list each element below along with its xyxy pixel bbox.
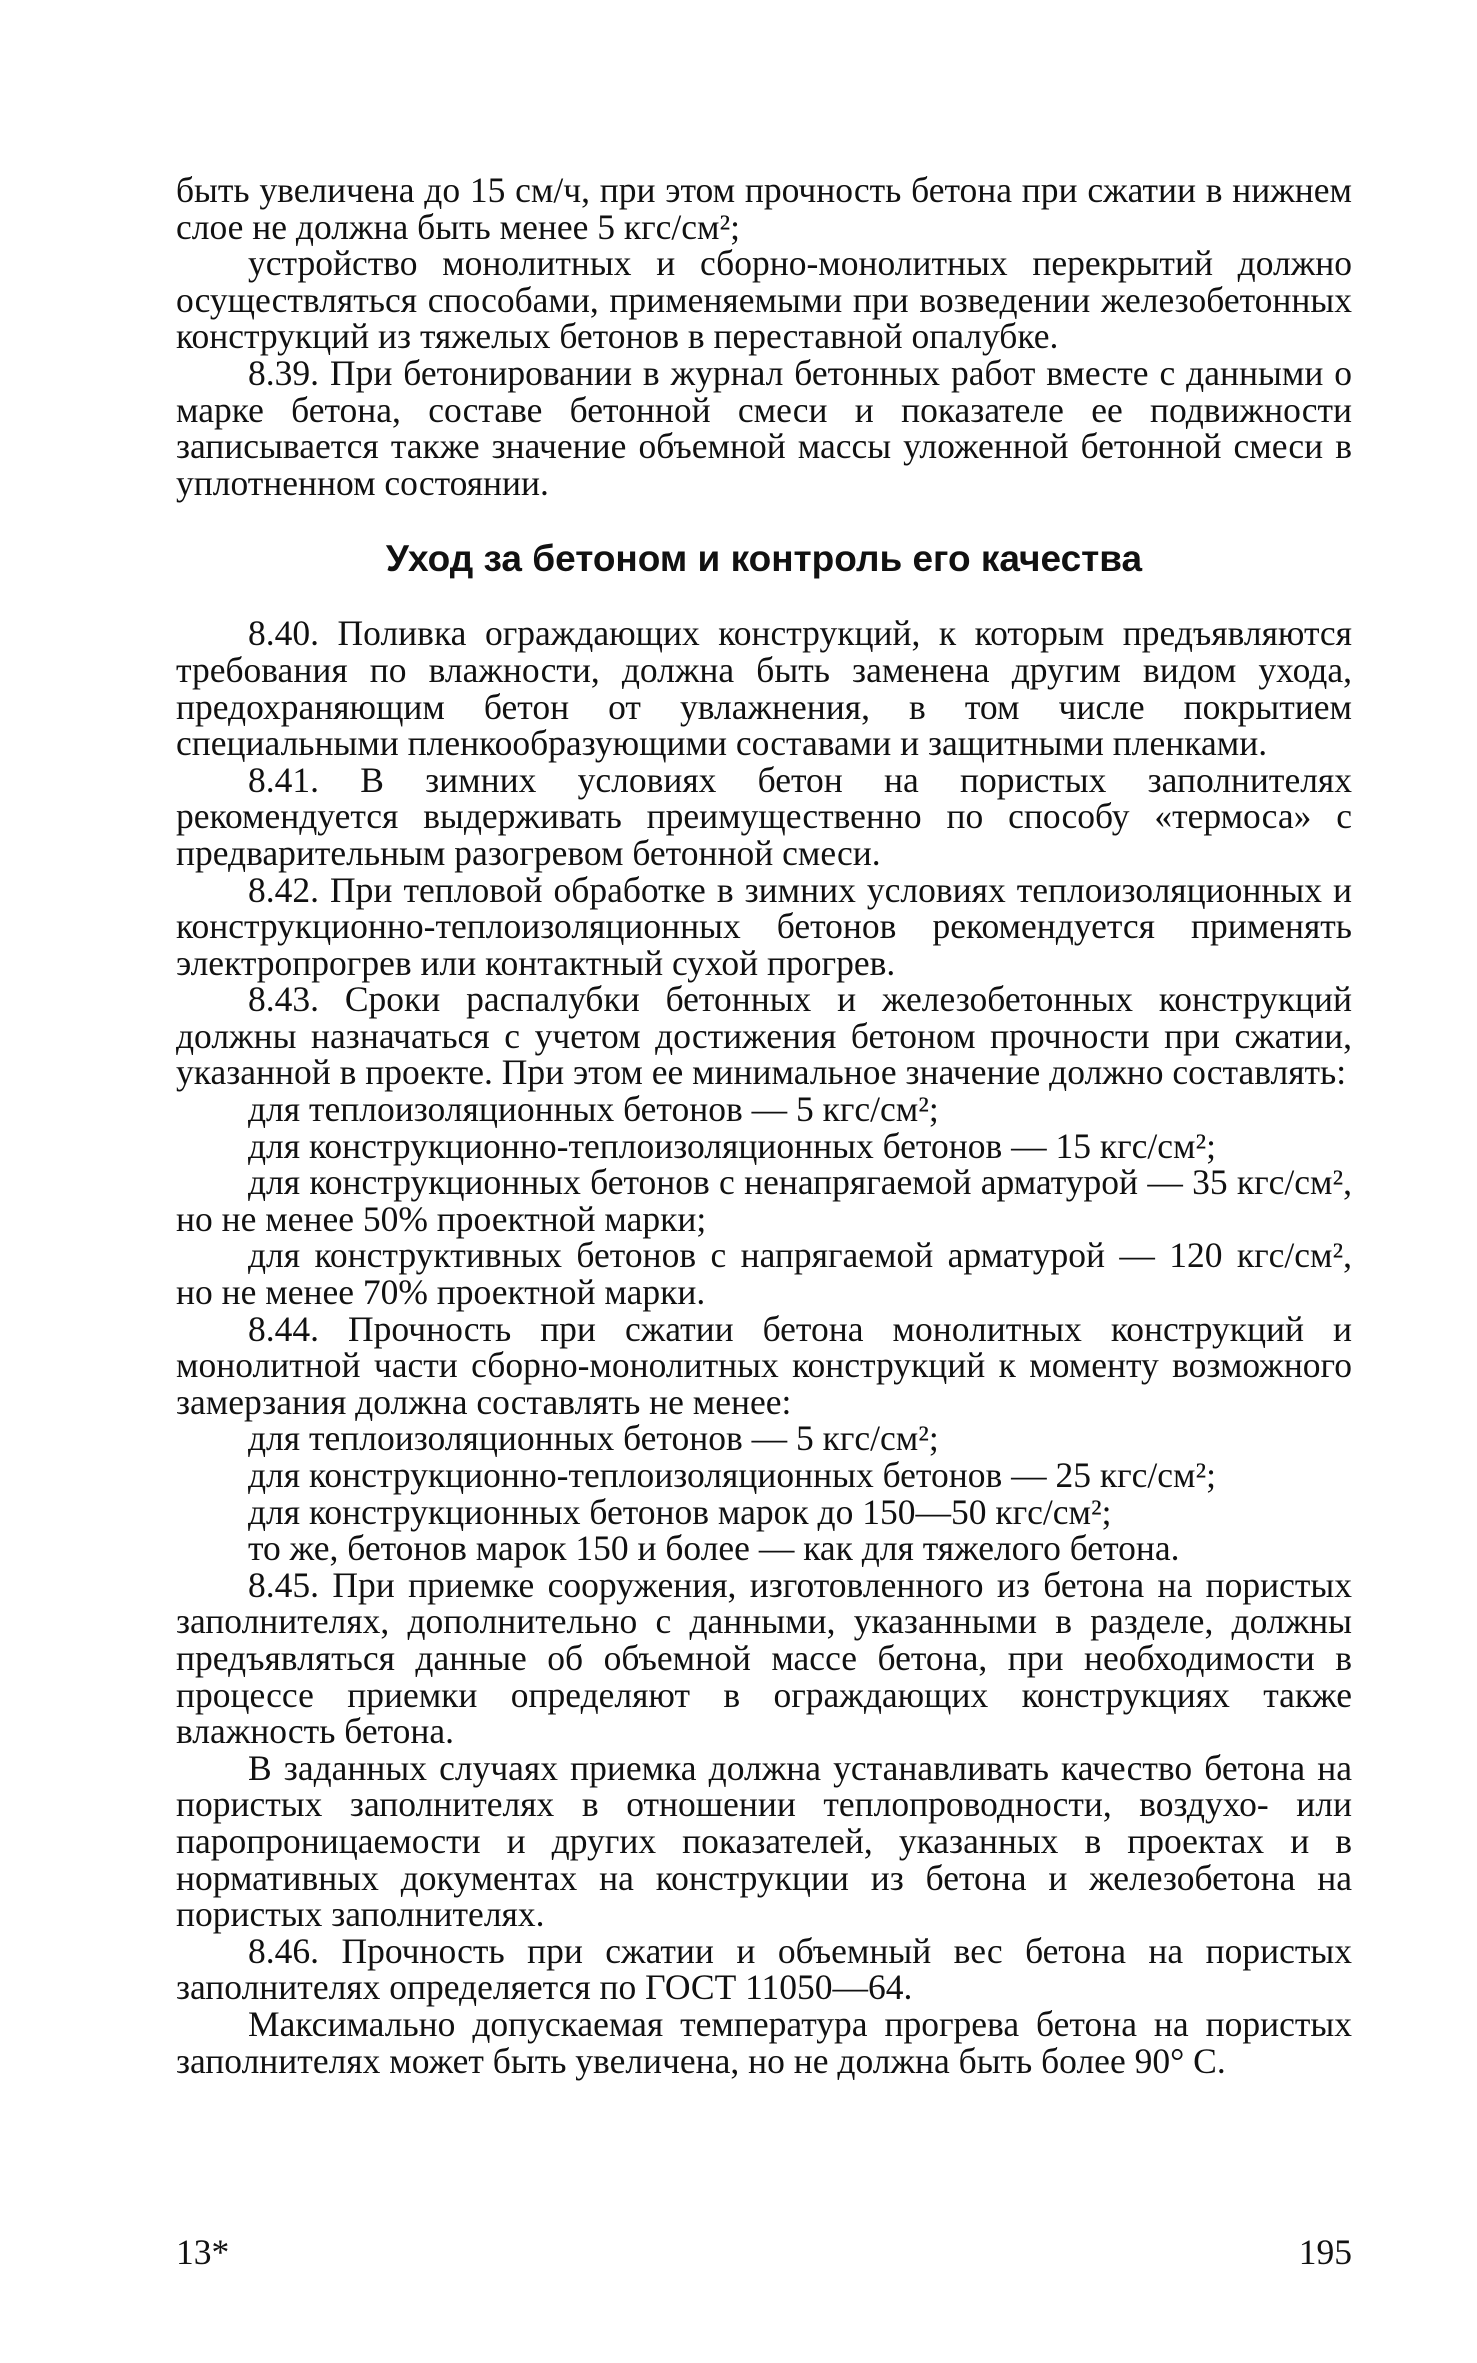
page-body — [176, 172, 1352, 2079]
page-number: 195 — [1298, 2232, 1352, 2272]
paragraph: В заданных случаях приемка должна устанавливать качество бетона на пористых заполнителях в отношении теплопроводности, воздухо- или паропроницаемости и других показателей, указанных в проектах и в нормативных документах на конструкции из бетона и железобетона на пористых заполнителях. — [176, 1747, 1352, 1935]
paragraph-8-41: 8.41. В зимних условиях бетон на пористых заполнителях рекомендуется выдерживать преимущественно по способу «термоса» с предварительным разогревом бетонной смеси. — [176, 759, 1352, 873]
paragraph-8-45: 8.45. При приемке сооружения, изготовленного из бетона на пористых заполнителях, дополнительно с данными, указанными в разделе, должны предъявляться данные об объемной массе бетона, при необходимости в процессе приемки определяют в ограждающих конструкциях также влажность бетона. — [176, 1564, 1352, 1752]
list-item: для конструкционных бетонов марок до 150—50 кгс/см²; — [248, 1491, 1112, 1532]
list-item: для конструкционных бетонов с ненапрягаемой арматурой — 35 кгс/см², но не менее 50% проектной марки; — [176, 1162, 1352, 1239]
paragraph-8-44: 8.44. Прочность при сжатии бетона монолитных конструкций и монолитной части сборно-монолитных конструкций к моменту возможного замерзания должна составлять не менее: — [176, 1308, 1353, 1422]
clause-number: 8.39. — [248, 352, 319, 393]
clause-number: 8.40. — [248, 613, 319, 654]
clause-number: 8.41. — [248, 759, 319, 800]
section-heading: Уход за бетоном и контроль его качества — [385, 538, 1143, 580]
paragraph-8-43: 8.43. Сроки распалубки бетонных и железобетонных конструкций должны назначаться с учетом достижения бетоном прочности при сжатии, указанной в проекте. При этом ее минимальное значение должно составлять: — [176, 979, 1352, 1093]
paragraph-8-40: 8.40. Поливка ограждающих конструкций, к которым предъявляются требования по влажности, должна быть заменена другим видом ухода, предохраняющим бетон от увлажнения, в том числе покрытием специальными пленкообразующими составами и защитными пленками. — [176, 613, 1352, 764]
clause-number: 8.45. — [248, 1564, 319, 1605]
paragraph-8-39: 8.39. При бетонировании в журнал бетонных работ вместе с данными о марке бетона, составе бетонной смеси и показателе ее подвижности записывается также значение объемной массы уложенной бетонной смеси в уплотненном состоянии. — [176, 352, 1352, 503]
paragraph-continuation: быть увеличена до 15 см/ч, при этом прочность бетона при сжатии в нижнем слое не должна быть менее 5 кгс/см²; — [176, 170, 1352, 247]
list-item: для конструктивных бетонов с напрягаемой арматурой — 120 кгс/см², но не менее 70% проектной марки. — [176, 1235, 1352, 1313]
paragraph: Максимально допускаемая температура прогрева бетона на пористых заполнителях может быть увеличена, но не должна быть более 90° С. — [176, 2003, 1352, 2081]
clause-number: 8.42. — [248, 869, 319, 910]
list-item: для конструкционно-теплоизоляционных бетонов — 25 кгс/см²; — [248, 1455, 1216, 1495]
list-item: для конструкционно-теплоизоляционных бетонов — 15 кгс/см²; — [248, 1125, 1216, 1166]
clause-number: 8.44. — [248, 1308, 319, 1349]
paragraph-8-46: 8.46. Прочность при сжатии и объемный вес бетона на пористых заполнителях определяется по ГОСТ 11050—64. — [176, 1930, 1353, 2008]
list-item: для теплоизоляционных бетонов — 5 кгс/см²; — [248, 1418, 939, 1459]
paragraph: устройство монолитных и сборно-монолитных перекрытий должно осуществляться способами, применяемыми при возведении железобетонных конструкций из тяжелых бетонов в переставной опалубке. — [176, 243, 1352, 357]
list-item: то же, бетонов марок 150 и более — как для тяжелого бетона. — [248, 1528, 1180, 1569]
clause-number: 8.43. — [248, 979, 319, 1020]
clause-number: 8.46. — [248, 1930, 319, 1971]
paragraph-8-42: 8.42. При тепловой обработке в зимних условиях теплоизоляционных и конструкционно-теплоизоляционных бетонов рекомендуется применять электропрогрев или контактный сухой прогрев. — [176, 869, 1353, 983]
list-item: для теплоизоляционных бетонов — 5 кгс/см²; — [248, 1089, 939, 1130]
signature-mark: 13* — [176, 2232, 230, 2272]
